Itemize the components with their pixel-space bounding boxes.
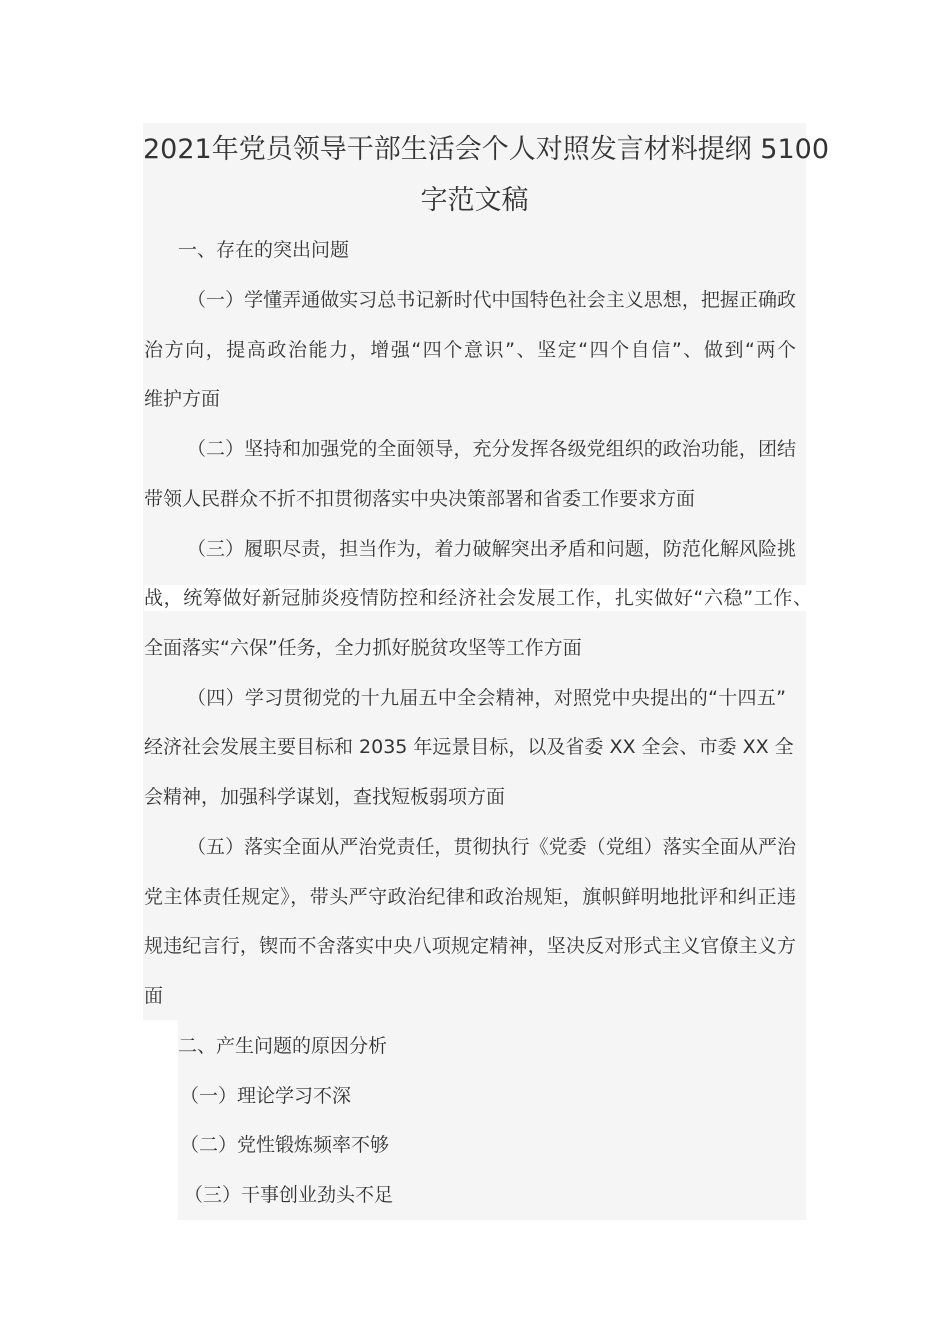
document-title-line-2: 字范文稿 [420, 185, 529, 216]
list-item: （二）党性锻炼频率不够 [180, 1134, 390, 1156]
paragraph-line: 党主体责任规定》，带头严守政治纪律和政治规矩，旗帜鲜明地批评和纠正违 [144, 886, 796, 908]
list-item: （一）理论学习不深 [180, 1085, 352, 1107]
paragraph-line: 全面落实“六保”任务，全力抓好脱贫攻坚等工作方面 [144, 637, 582, 659]
paragraph-line: 战，统筹做好新冠肺炎疫情防控和经济社会发展工作，扎实做好“六稳”工作、 [144, 587, 812, 609]
paragraph-line: 会精神，加强科学谋划，查找短板弱项方面 [144, 786, 506, 808]
paragraph-line: 经济社会发展主要目标和 2035 年远景目标，以及省委 XX 全会、市委 XX 全 [144, 736, 794, 758]
paragraph-line: 维护方面 [144, 388, 221, 410]
document-title-line-1: 2021年党员领导干部生活会个人对照发言材料提纲 5100 [143, 134, 830, 165]
list-item: （三）干事创业劲头不足 [184, 1184, 394, 1206]
section-1-heading: 一、存在的突出问题 [178, 239, 350, 261]
paragraph-line: （一）学懂弄通做实习总书记新时代中国特色社会主义思想，把握正确政 [187, 289, 796, 311]
section-2-heading: 二、产生问题的原因分析 [178, 1035, 388, 1057]
paragraph-line: 面 [144, 985, 164, 1007]
paragraph-line: 规违纪言行，锲而不舍落实中央八项规定精神，坚决反对形式主义官僚主义方 [144, 935, 796, 957]
paragraph-line: （四）学习贯彻党的十九届五中全会精神，对照党中央提出的“十四五” [187, 687, 786, 709]
paragraph-line: 带领人民群众不折不扣贯彻落实中央决策部署和省委工作要求方面 [144, 488, 696, 510]
paragraph-line: 治方向，提高政治能力，增强“四个意识”、坚定“四个自信”、做到“两个 [144, 339, 796, 361]
paragraph-line: （三）履职尽责，担当作为，着力破解突出矛盾和问题，防范化解风险挑 [187, 538, 796, 560]
paragraph-line: （二）坚持和加强党的全面领导，充分发挥各级党组织的政治功能，团结 [187, 438, 796, 460]
paragraph-line: （五）落实全面从严治党责任，贯彻执行《党委（党组）落实全面从严治 [187, 836, 796, 858]
